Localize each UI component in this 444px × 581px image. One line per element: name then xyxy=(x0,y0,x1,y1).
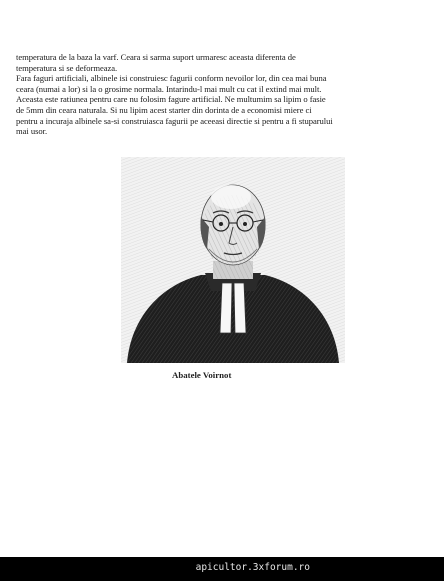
portrait-engraving xyxy=(121,157,345,363)
text-line: de 5mm din ceara naturala. Si nu lipim acest starter din dorinta de a economisi miere ci xyxy=(16,104,312,115)
text-line: pentru a incuraja albinele sa-si construiasca fagurii pe aceeasi directie si pentru a fi stuparului xyxy=(16,115,333,126)
body-text xyxy=(16,52,428,137)
portrait-caption: Abatele Voirnot xyxy=(172,370,232,380)
footer-url[interactable]: apicultor.3xforum.ro xyxy=(195,562,310,573)
text-line: ceara (numai a lor) si la o grosime normala. Intarindu-l mai mult cu cat il extind mai mult. xyxy=(16,83,322,94)
footer-bar xyxy=(0,557,444,581)
text-line: mai usor. xyxy=(16,126,48,137)
text-line: temperatura si se deformeaza. xyxy=(16,62,118,73)
text-line: Fara faguri artificiali, albinele isi construiesc fagurii conform nevoilor lor, din cea mai buna xyxy=(16,73,327,84)
text-line: temperatura de la baza la varf. Ceara si sarma suport urmaresc aceasta diferenta de xyxy=(16,52,296,62)
text-line: Aceasta este ratiunea pentru care nu folosim fagure artificial. Ne multumim sa lipim o fasie xyxy=(16,94,326,105)
